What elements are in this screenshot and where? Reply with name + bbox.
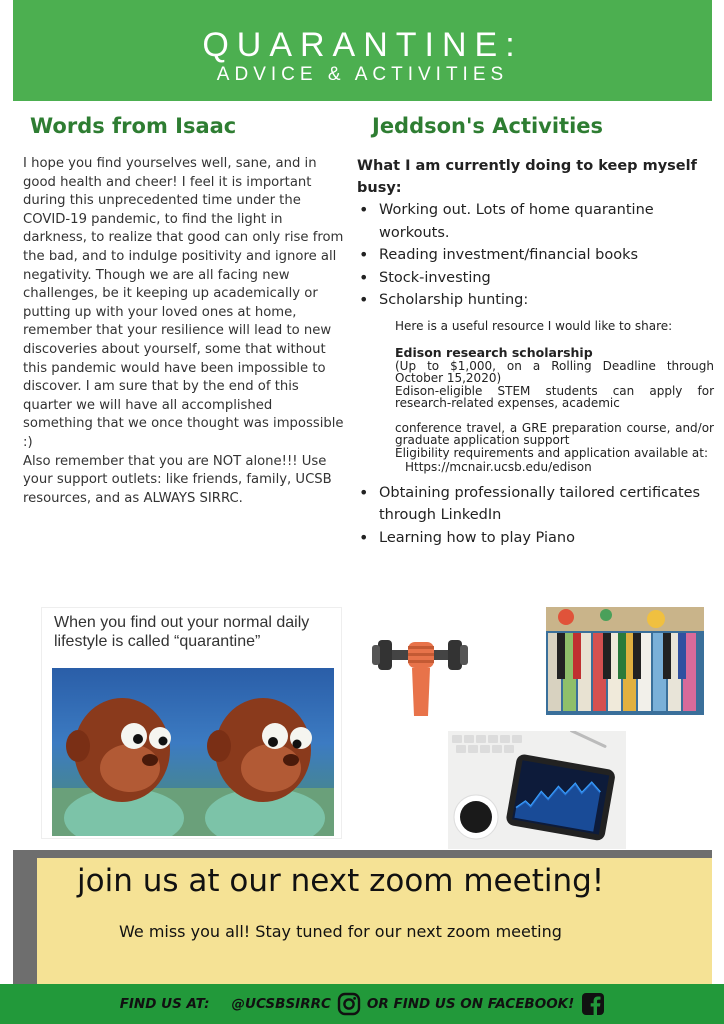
meme-frame-left: [52, 668, 193, 836]
isaac-message: [23, 155, 345, 508]
zoom-banner: [13, 850, 712, 984]
list-item: • Scholarship hunting:: [357, 289, 714, 312]
scholarship-amount: (Up to $1,000, on a Rolling Deadline through October 15,2020): [395, 358, 714, 385]
list-item: • Stock-investing: [357, 267, 714, 290]
list-item: • Reading investment/financial books: [357, 244, 714, 267]
scholarship-eligibility: Eligibility requirements and application available at:: [395, 445, 709, 460]
scholarship-link[interactable]: Https://mcnair.ucsb.edu/edison: [405, 460, 592, 474]
activities-list-2: [357, 482, 714, 550]
header-banner: [13, 0, 712, 101]
activities-intro: What I am currently doing to keep myself busy:: [357, 158, 697, 196]
resource-lead: Here is a useful resource I would like to share:: [395, 318, 673, 333]
list-item: • Obtaining professionally tailored certificates through LinkedIn: [357, 482, 714, 527]
jeddson-section-title: Jeddson's Activities: [372, 114, 604, 138]
puppet-illustration: [193, 668, 334, 836]
list-item: • Working out. Lots of home quarantine workouts.: [357, 199, 714, 244]
footer-find-us: FIND US AT:: [119, 996, 210, 1012]
page-title: QUARANTINE:: [202, 26, 523, 64]
activities-list: [357, 199, 714, 312]
isaac-section-title: Words from Isaac: [30, 114, 237, 138]
page-subtitle: ADVICE & ACTIVITIES: [216, 64, 509, 85]
footer-facebook-text: OR FIND US ON FACEBOOK!: [366, 996, 575, 1012]
meme-frame-right: [193, 668, 334, 836]
facebook-icon[interactable]: [582, 993, 604, 1015]
meme-frames: [52, 668, 334, 836]
meme-image: [41, 607, 342, 839]
instagram-icon[interactable]: [337, 992, 361, 1016]
scholarship-desc-2: conference travel, a GRE preparation course, and/or graduate application support: [395, 420, 714, 447]
meme-caption: When you find out your normal daily lifestyle is called “quarantine”: [54, 614, 310, 650]
jeddson-activities: [357, 155, 714, 549]
zoom-banner-panel: [37, 858, 712, 984]
dumbbell-icon: [370, 628, 470, 718]
zoom-title: join us at our next zoom meeting!: [77, 863, 605, 899]
footer-handle[interactable]: @UCSBSIRRC: [231, 996, 331, 1012]
puppet-illustration: [52, 668, 193, 836]
zoom-subtitle: We miss you all! Stay tuned for our next zoom meeting: [119, 922, 562, 941]
isaac-message-body: I hope you find yourselves well, sane, and in good health and cheer! I feel it is important during this unprecedented time under the COVID-19 pandemic, to find the light in darkness, to realize that good can only rise from the bad, and to indulge positivity and ignore all negativity. Though we are all facing new challenges, be it keeping up academically or putting up with your loved ones at home, remember that your resilience will lead to new discoveries about yourself, some that without this pandemic would have been impossible to discover. I am sure that by the end of this quarter we will have all accomplished something that we once thought was impossible :): [23, 156, 344, 450]
scholarship-resource: [395, 320, 714, 474]
scholarship-desc-1: Edison-eligible STEM students can apply for research-related expenses, academic: [395, 383, 714, 410]
piano-image: [546, 607, 704, 715]
desk-tablet-image: [448, 731, 626, 849]
list-item: • Learning how to play Piano: [357, 527, 714, 550]
footer-bar: [0, 984, 724, 1024]
scholarship-name: Edison research scholarship: [395, 345, 593, 360]
isaac-message-support: Also remember that you are NOT alone!!! Use your support outlets: like friends, family, UCSB resources, and as ALWAYS SIRRC.: [23, 453, 332, 506]
